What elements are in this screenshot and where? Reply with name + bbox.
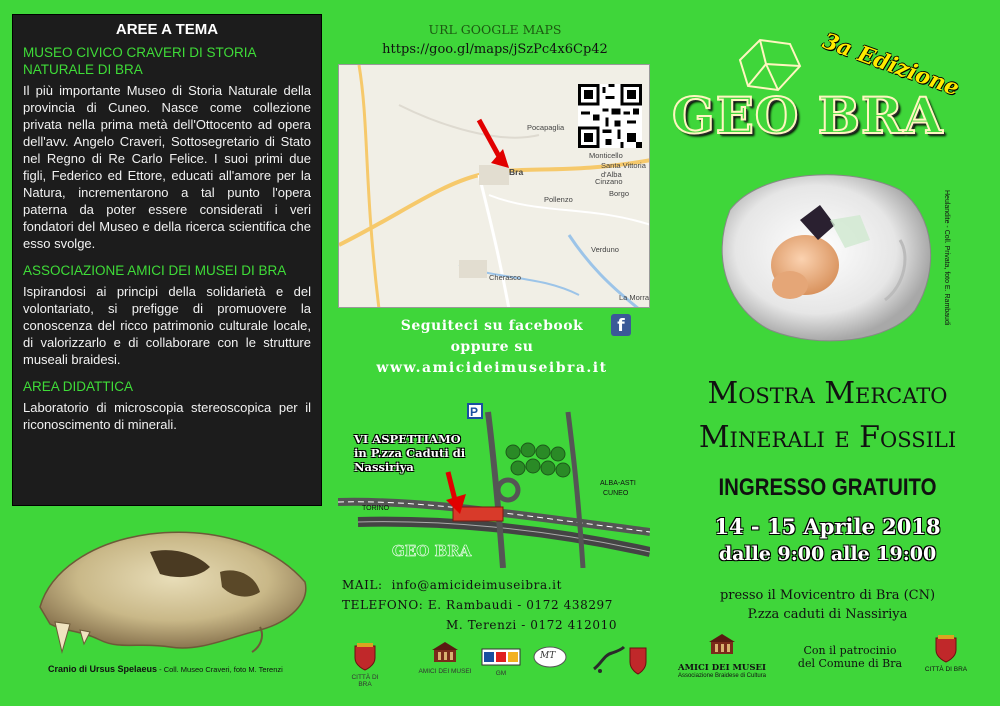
- patrocinio-line-1: Con il patrocinio: [803, 644, 897, 657]
- section-museo: [23, 44, 311, 252]
- aspettiamo-line-3: Nassiriya: [354, 460, 414, 474]
- local-map-alba: ALBA-ASTI: [600, 480, 636, 487]
- heulandite-image: [700, 160, 940, 350]
- venue-line-2: P.zza caduti di Nassiriya: [747, 607, 908, 622]
- section-body-museo: Il più importante Museo di Storia Naturale della provincia di Cuneo. Nasce come collezione privata nella prima metà dell'Ottocento ad opera dell'avv. Angelo Craveri, Sottosegretario di Stato nel Regno di Re Carlo Felice. I suoi primi due figli, Federico ed Ettore, educati all'amore per la Natura, incrementarono a tal punto l'opera paterna da poter essere considerati i veri fondatori del Museo e della ricerca scientifica che esso svolge.: [23, 83, 311, 251]
- title-minerali-fossili: Minerali e Fossili: [698, 420, 957, 455]
- parking-letter: P: [470, 405, 479, 419]
- tel-row-1: [342, 595, 617, 615]
- map-label-la-morra: La Morra: [619, 293, 650, 302]
- amici-musei-logo: [672, 632, 772, 679]
- skull-caption: [48, 664, 283, 674]
- section-title-associazione: ASSOCIAZIONE AMICI DEI MUSEI DI BRA: [23, 263, 287, 278]
- facebook-icon[interactable]: f: [611, 314, 631, 336]
- oppure-text: oppure su: [450, 339, 534, 355]
- tel-1: E. Rambaudi - 0172 438297: [427, 598, 614, 612]
- crest-icon: [351, 642, 379, 672]
- section-body-associazione: Ispirandosi ai principi della solidarietà e del volontariato, si prefigge di promuovere la conoscenza del ricco patrimonio culturale locale, di valorizzarlo e di collaborare con le strutture museali braidesi.: [23, 284, 311, 367]
- patrocinio-line-2: del Comune di Bra: [797, 657, 903, 670]
- museum-icon: [430, 640, 460, 666]
- ingresso-gratuito: INGRESSO GRATUITO: [718, 474, 937, 501]
- skull-caption-credit: - Coll. Museo Craveri, foto M. Terenzi: [157, 665, 283, 674]
- section-title-museo: MUSEO CIVICO CRAVERI DI STORIA NATURALE DI BRA: [23, 45, 256, 77]
- qr-code[interactable]: [578, 84, 642, 148]
- vi-aspettiamo-text: [354, 432, 465, 474]
- aspettiamo-line-2: in P.zza Caduti di: [354, 446, 466, 460]
- section-didattica: [23, 378, 311, 433]
- patrocinio-text: [780, 644, 920, 670]
- tel-row-2: [342, 615, 617, 635]
- map-label-borgo: Borgo: [609, 189, 630, 198]
- logo-gm: [480, 646, 522, 677]
- skull-image: [20, 512, 320, 662]
- museum-icon: [705, 632, 739, 658]
- small-crest-icon: [628, 646, 648, 676]
- logo-gm-label: GM: [495, 670, 507, 677]
- event-times: dalle 9:00 alle 19:00: [718, 543, 937, 565]
- venue-line-1: presso il Movicentro di Bra (CN): [719, 588, 936, 603]
- local-map-geobra-logo: GEO BRA: [392, 542, 472, 560]
- citta-bra-logo: [918, 634, 974, 673]
- map-label-pocapaglia: Pocapaglia: [527, 123, 565, 132]
- tel-label: TELEFONO:: [342, 598, 424, 612]
- local-map-torino: TORINO: [362, 505, 390, 512]
- amici-musei-title: AMICI DEI MUSEI: [678, 663, 766, 673]
- aspettiamo-line-1: VI ASPETTIAMO: [354, 432, 461, 446]
- logo-citta-bra-1: [345, 642, 385, 688]
- maps-url-link[interactable]: https://goo.gl/maps/jSzPc4x6Cp42: [382, 42, 608, 57]
- mineral-credit: Heulandite - Coll. Privata, foto E. Rambaudi: [943, 190, 950, 326]
- geobra-logo: GEO BRA: [672, 86, 944, 145]
- panel-header: AREE A TEMA: [115, 21, 219, 38]
- event-dates: 14 - 15 Aprile 2018: [714, 514, 941, 539]
- amici-musei-sub: Associazione Braidese di Cultura: [677, 673, 767, 679]
- mail-label: MAIL:: [342, 578, 383, 592]
- logo-mt: [530, 645, 570, 671]
- mail-link[interactable]: info@amicideimuseibra.it: [391, 578, 562, 592]
- title-mostra-mercato: Mostra Mercato: [707, 376, 948, 411]
- skull-caption-title: Cranio di Ursus Spelaeus: [48, 664, 158, 674]
- logo-amici-musei-1: [415, 640, 475, 675]
- website-link[interactable]: www.amicideimuseibra.it: [376, 360, 608, 376]
- map-label-cinzano: Cinzano: [595, 177, 623, 186]
- map-label-cherasco: Cherasco: [489, 273, 522, 282]
- facebook-text: Seguiteci su facebook: [400, 318, 584, 334]
- maps-label: URL GOOGLE MAPS: [428, 22, 562, 37]
- logo-citta-bra-1-label: CITTÀ DI BRA: [351, 674, 379, 688]
- section-title-didattica: AREA DIDATTICA: [23, 379, 134, 394]
- map-label-verduno: Verduno: [591, 245, 619, 254]
- map-label-santa-vittoria: Santa Vittoria d'Alba: [601, 161, 646, 179]
- lizard-logo-icon: [590, 645, 626, 675]
- citta-bra-label: CITTÀ DI BRA: [924, 666, 968, 673]
- aree-a-tema-panel: [12, 14, 322, 506]
- logo-mt-label: MT: [540, 651, 556, 661]
- map-label-pollenzo: Pollenzo: [544, 195, 573, 204]
- logo-amici-musei-1-label: AMICI DEI MUSEI: [418, 668, 472, 675]
- section-body-didattica: Laboratorio di microscopia stereoscopica per il riconoscimento di minerali.: [23, 400, 311, 432]
- mail-row: [342, 575, 617, 595]
- edizione-badge: 3a Edizione: [819, 28, 963, 102]
- crest-icon: [932, 634, 960, 664]
- gm-logo-icon: [481, 646, 521, 668]
- map-label-bra: Bra: [509, 167, 524, 177]
- section-associazione: [23, 262, 311, 368]
- contacts-block: [342, 575, 617, 635]
- tel-2: M. Terenzi - 0172 412010: [446, 618, 618, 632]
- map-label-monticello: Monticello: [589, 151, 623, 160]
- local-map-cuneo: CUNEO: [603, 490, 629, 497]
